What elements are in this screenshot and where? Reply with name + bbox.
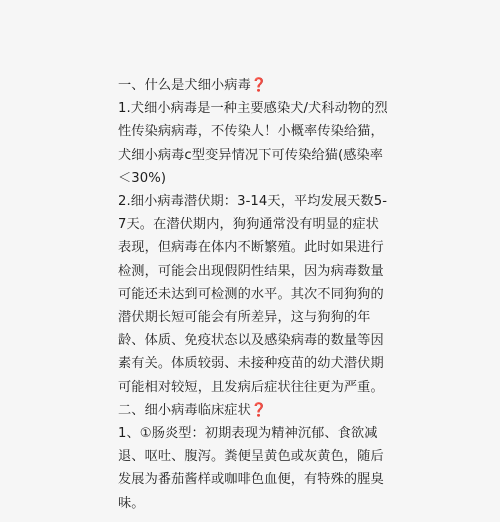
paragraph-definition: 1.犬细小病毒是一种主要感染犬/犬科动物的烈性传染病病毒，不传染人！小概率传染给猫，犬细小病毒c型变异情况下可传染给猫(感染率＜30%): [118, 101, 388, 186]
heading-text: 二、细小病毒临床症状: [118, 402, 251, 418]
article-content: [118, 74, 390, 515]
paragraph-incubation: 2.细小病毒潜伏期：3-14天，平均发展天数5-7天。在潜伏期内，狗狗通常没有明显的症状表现，但病毒在体内不断繁殖。此时如果进行检测，可能会出现假阴性结果，因为病毒数量可能还未达到可检测的水平。其次不同狗狗的潜伏期长短可能会有所差异，这与狗狗的年龄、体质、免疫状态以及感染病毒的数量等因素有关。体质较弱、未接种疫苗的幼犬潜伏期可能相对较短，且发病后症状往往更为严重。: [118, 194, 388, 395]
section-heading-what-is: [118, 74, 390, 97]
question-mark-icon: ❓: [250, 78, 268, 93]
paragraph-enteritis: 1、①肠炎型：初期表现为精神沉郁、食欲减退、呕吐、腹泻。粪便呈黄色或灰黄色，随后发展为番茄酱样或咖啡色血便，有特殊的腥臭味。: [118, 426, 384, 511]
question-mark-icon: ❓: [250, 402, 268, 418]
heading-text: 一、什么是犬细小病毒: [118, 78, 251, 93]
section-heading-symptoms: [118, 399, 390, 422]
